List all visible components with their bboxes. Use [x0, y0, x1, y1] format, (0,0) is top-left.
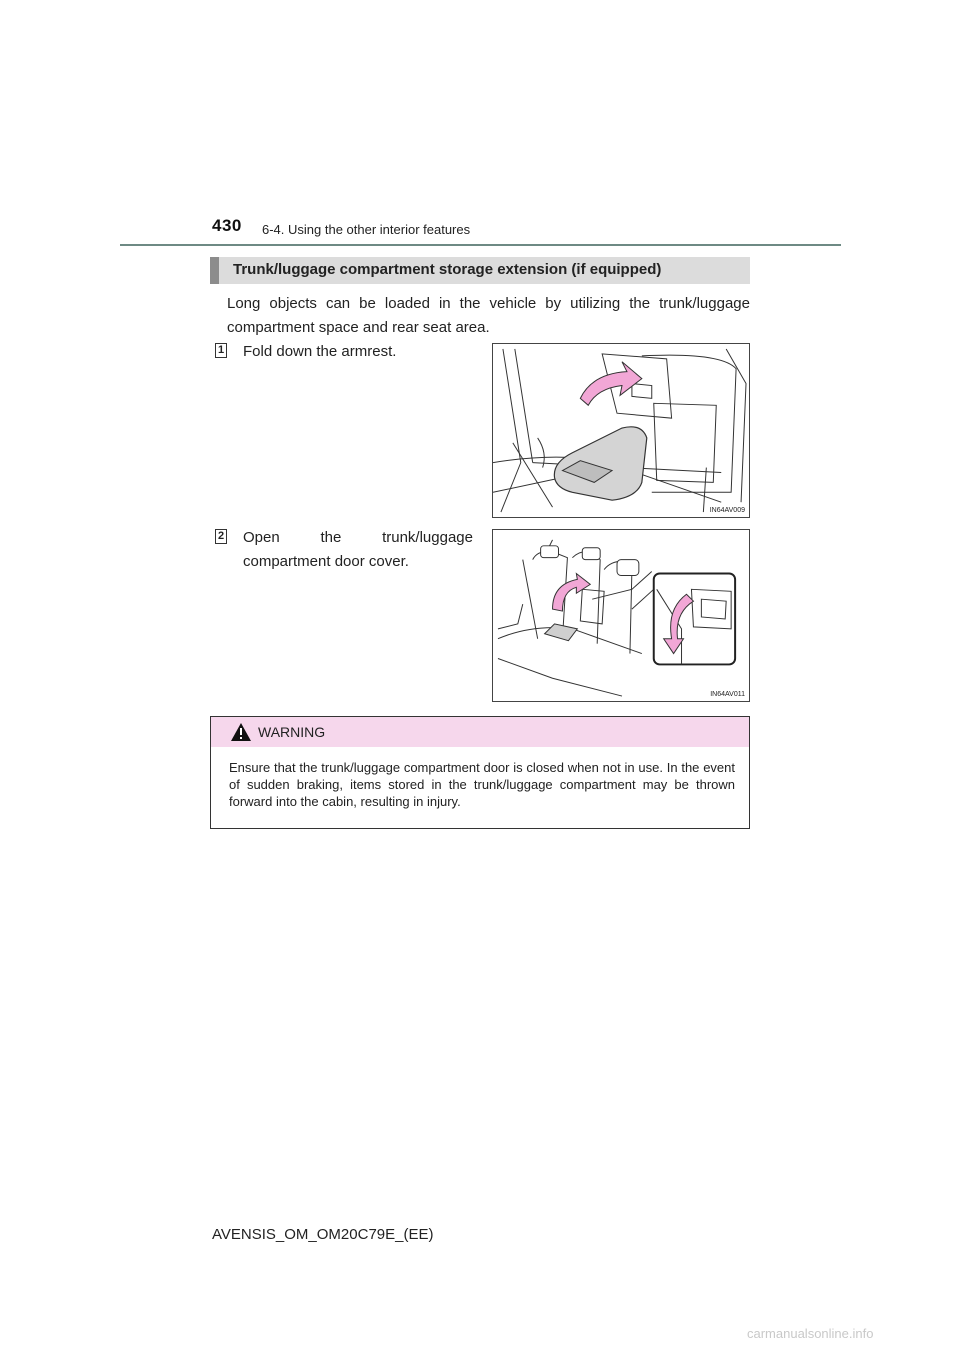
section-heading: Trunk/luggage compartment storage extension (if equipped)	[233, 261, 662, 278]
step-marker-2: 2	[215, 529, 227, 544]
header-rule	[120, 244, 841, 246]
warning-title: WARNING	[258, 724, 326, 740]
section-heading-bar	[210, 257, 750, 284]
figure-code-2: IN64AV011	[710, 691, 745, 698]
armrest-figure	[492, 343, 750, 518]
step-text-1: Fold down the armrest.	[243, 343, 397, 360]
section-title: 6-4. Using the other interior features	[262, 222, 471, 237]
warning-triangle-icon	[230, 722, 252, 742]
step-text-2: Open the trunk/luggage compartment door cover.	[243, 529, 473, 570]
warning-box	[210, 716, 750, 829]
trunk-door-figure	[492, 529, 750, 702]
step-marker-1: 1	[215, 343, 227, 358]
page-number: 430	[212, 216, 242, 235]
intro-paragraph: Long objects can be loaded in the vehicle by utilizing the trunk/luggage compartment space and rear seat area.	[227, 295, 750, 336]
warning-text: Ensure that the trunk/luggage compartment door is closed when not in use. In the event of sudden braking, items stored in the trunk/luggage compartment may be thrown forward into the cabin, resulting in injury.	[229, 760, 735, 809]
figure-code-1: IN64AV009	[709, 507, 745, 514]
document-id: AVENSIS_OM_OM20C79E_(EE)	[212, 1226, 434, 1243]
trunk-door-cover-illustration	[493, 530, 749, 701]
watermark[interactable]: carmanualsonline.info	[747, 1326, 874, 1341]
armrest-fold-illustration	[493, 344, 749, 517]
warning-header	[211, 717, 749, 747]
